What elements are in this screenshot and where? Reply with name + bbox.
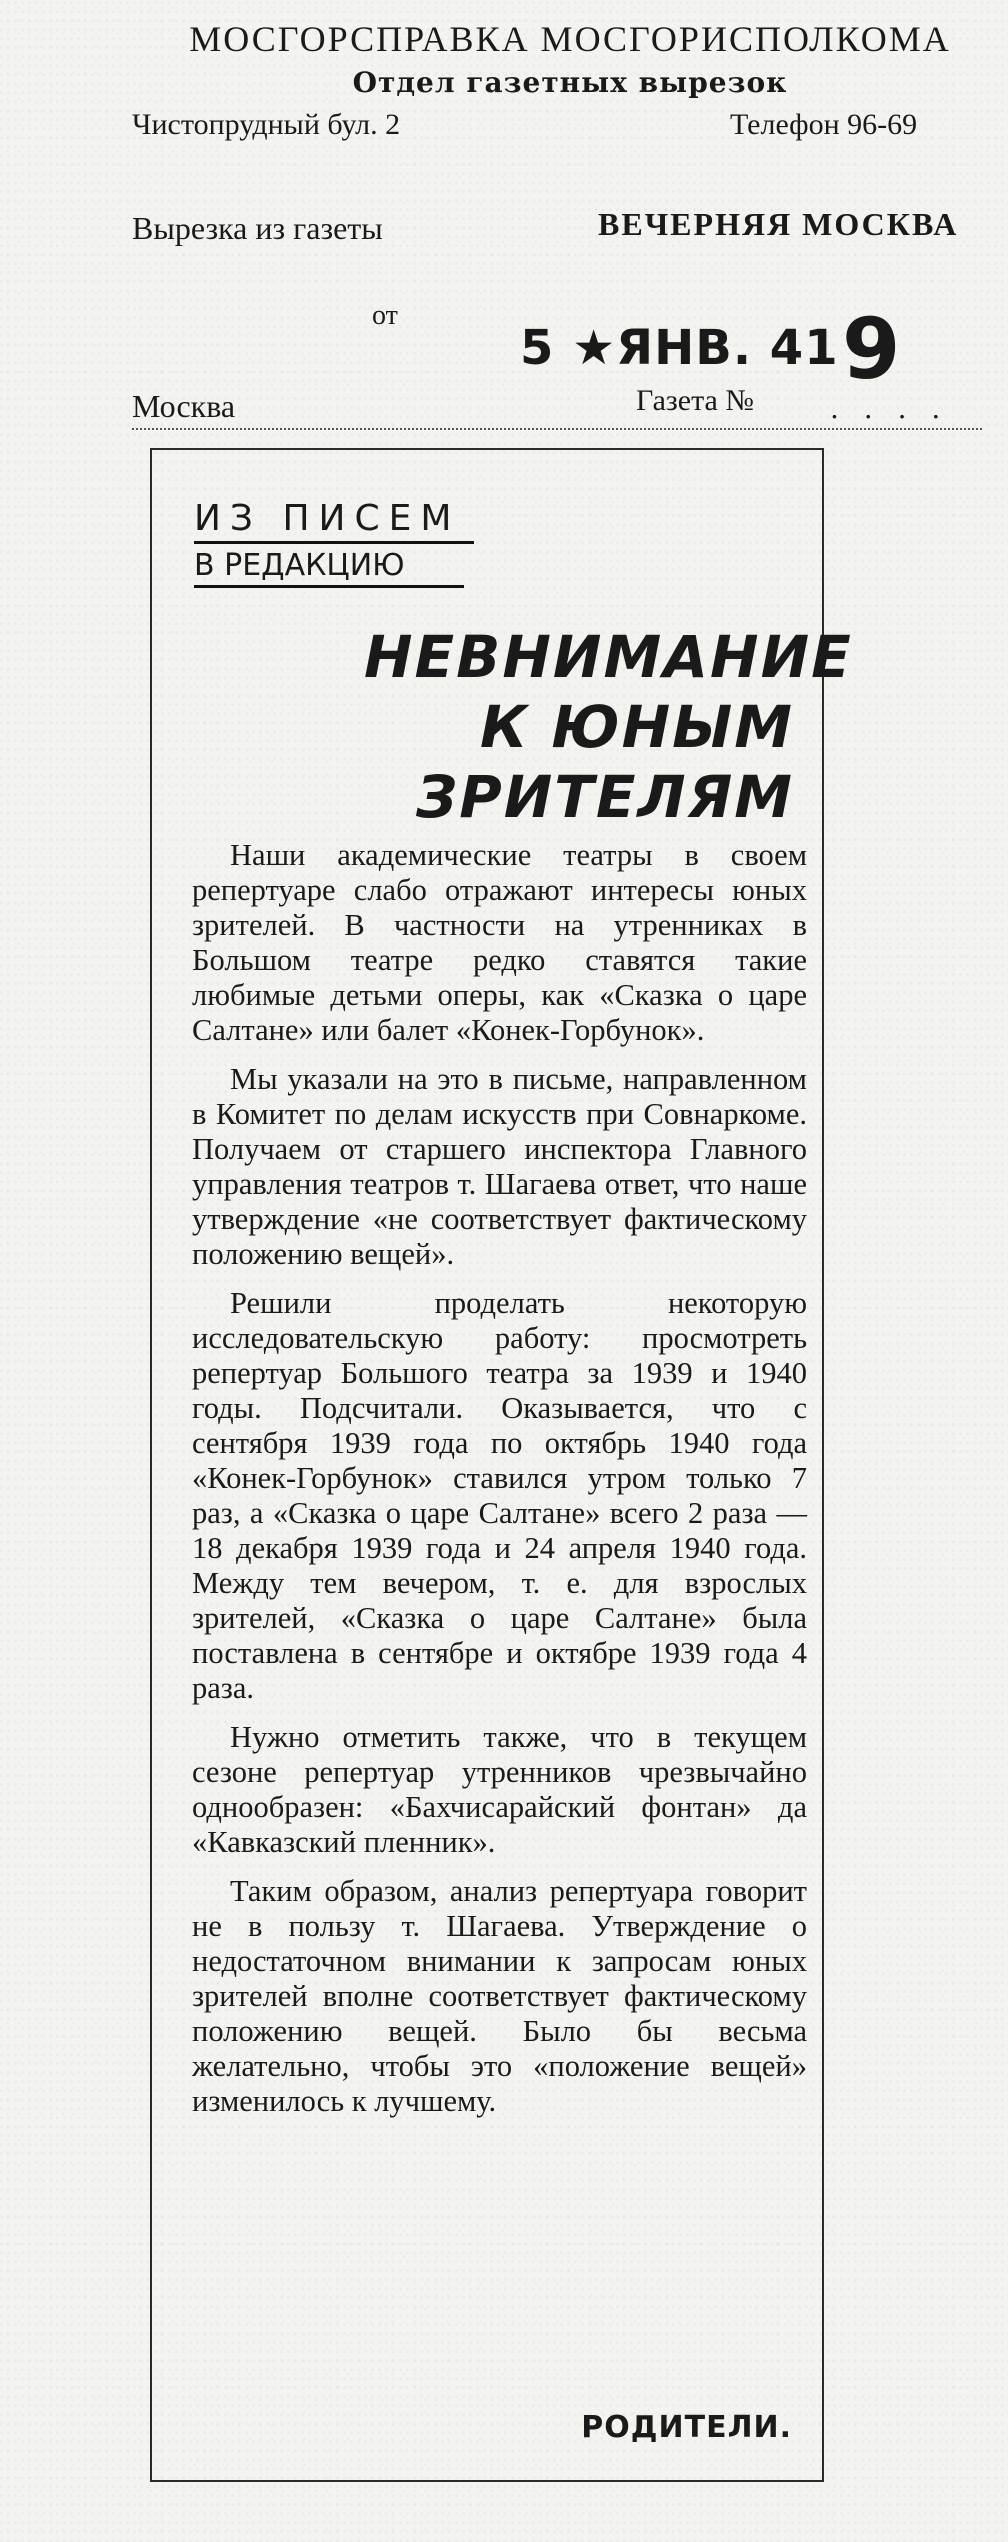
department-label: Отдел газетных вырезок (352, 66, 788, 99)
date-from-label: от (372, 300, 398, 331)
article-body (192, 838, 807, 2133)
paragraph: Таким образом, анализ репертуара говорит не в пользу т. Шагаева. Утверждение о недостаточном внимании к запросам юных зрителей вполне соответствует фактическому положению вещей. Было бы весьма желательно, чтобы это «положение вещей» изменилось к лучшему. (192, 1874, 807, 2118)
address-label: Чистопрудный бул. 2 (132, 108, 401, 141)
article-headline (364, 622, 853, 832)
paragraph: Нужно отметить также, что в текущем сезоне репертуар утренников чрезвычайно однообразен: «Бахчисарайский фонтан» да «Кавказский пленник». (192, 1720, 807, 1859)
newspaper-clipping (150, 448, 853, 2482)
clip-source-label: Вырезка из газеты (132, 210, 383, 246)
dotted-divider (132, 428, 982, 430)
paragraph: Наши академические театры в своем репертуаре слабо отражают интересы юных зрителей. В частности на утренниках в Большом театре редко ставятся такие любимые детьми оперы, как «Сказка о царе Салтане» или балет «Конек-Горбунок». (192, 838, 807, 1047)
paragraph: Мы указали на это в письме, направленном в Комитет по делам искусств при Совнаркоме. Получаем от старшего инспектора Главного управления театров т. Шагаева ответ, что наше утверждение «не соответствует фактическому положению вещей». (192, 1062, 807, 1271)
issue-label: Газета № (636, 384, 754, 417)
headline-line-3: ЗРИТЕЛЯМ (416, 763, 794, 831)
date-stamp: 5 ★ЯНВ. 41 (520, 320, 839, 376)
article-signature: РОДИТЕЛИ. (581, 2410, 792, 2445)
paragraph: Решили проделать некоторую исследовательскую работу: просмотреть репертуар Большого театра за 1939 и 1940 годы. Подсчитали. Оказывается, что с сентября 1939 года по октябрь 1940 года «Конек-Горбунок» ставился утром только 7 раз, а «Сказка о царе Салтане» всего 2 раза — 18 декабря 1939 года и 24 апреля 1940 года. Между тем вечером, т. е. для взрослых зрителей, «Сказка о царе Салтане» была поставлена в сентябре и октябре 1939 года 4 раза. (192, 1286, 807, 1705)
headline-line-1: НЕВНИМАНИЕ (364, 623, 853, 691)
newspaper-name: ВЕЧЕРНЯЯ МОСКВА (598, 206, 959, 242)
issue-dots: . . . . (830, 392, 949, 425)
phone-label: Телефон 96-69 (730, 108, 918, 141)
issue-number: 9 (842, 300, 901, 398)
city-label: Москва (132, 388, 236, 424)
rubric-line-2: В РЕДАКЦИЮ (194, 548, 464, 588)
bureau-title: МОСГОРСПРАВКА МОСГОРИСПОЛКОМА (189, 19, 951, 59)
rubric (194, 498, 474, 588)
headline-line-2: К ЮНЫМ (479, 693, 794, 761)
rubric-line-1: ИЗ ПИСЕМ (194, 498, 474, 544)
